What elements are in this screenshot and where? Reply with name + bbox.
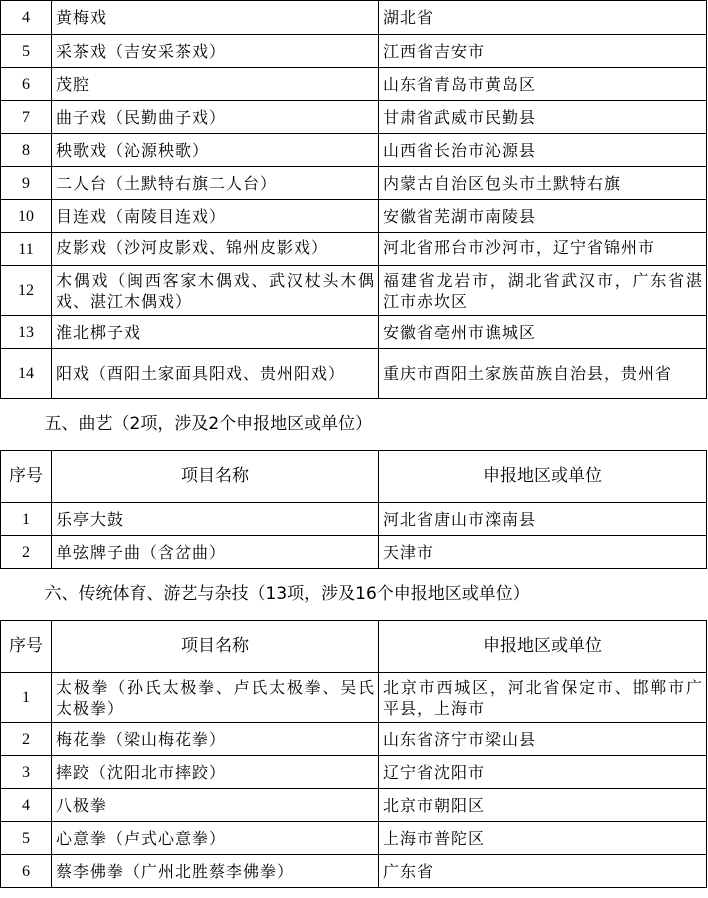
region: 北京市朝阳区 xyxy=(379,789,707,822)
table-header-row xyxy=(1,621,707,673)
row-number: 14 xyxy=(1,349,52,399)
project-name: 阳戏（酉阳土家面具阳戏、贵州阳戏） xyxy=(52,349,379,399)
project-name: 单弦牌子曲（含岔曲） xyxy=(52,536,379,569)
row-number: 1 xyxy=(1,673,52,723)
row-number: 8 xyxy=(1,134,52,167)
project-name: 皮影戏（沙河皮影戏、锦州皮影戏） xyxy=(56,238,329,257)
region: 上海市普陀区 xyxy=(379,822,707,855)
project-name: 梅花拳（梁山梅花拳） xyxy=(52,723,379,756)
table-row xyxy=(1,789,707,822)
table-row xyxy=(1,35,707,68)
project-name: 曲子戏（民勤曲子戏） xyxy=(52,101,379,134)
region: 山东省青岛市黄岛区 xyxy=(379,68,707,101)
table-row xyxy=(1,266,707,316)
table-row xyxy=(1,723,707,756)
header-number: 序号 xyxy=(1,621,52,673)
table-row xyxy=(1,233,707,266)
header-region: 申报地区或单位 xyxy=(379,621,707,673)
row-number: 5 xyxy=(1,822,52,855)
section-title: 六、传统体育、游艺与杂技（13项，涉及16个申报地区或单位） xyxy=(1,569,707,621)
header-project-name: 项目名称 xyxy=(52,621,379,673)
region: 天津市 xyxy=(379,536,707,569)
region: 河北省邢台市沙河市，辽宁省锦州市 xyxy=(383,238,656,257)
table-header-row xyxy=(1,451,707,503)
row-number: 10 xyxy=(1,200,52,233)
project-name: 木偶戏（闽西客家木偶戏、武汉杖头木偶戏、湛江木偶戏） xyxy=(52,266,379,316)
project-name: 心意拳（卢式心意拳） xyxy=(52,822,379,855)
row-number: 13 xyxy=(1,316,52,349)
table-row xyxy=(1,68,707,101)
row-number: 11 xyxy=(1,233,52,266)
region: 山西省长治市沁源县 xyxy=(379,134,707,167)
project-name-cell xyxy=(52,233,379,266)
table-row xyxy=(1,167,707,200)
section-heading-row xyxy=(1,399,707,451)
row-number: 9 xyxy=(1,167,52,200)
region: 福建省龙岩市，湖北省武汉市，广东省湛江市赤坎区 xyxy=(379,266,707,316)
region: 广东省 xyxy=(379,855,707,888)
table-row xyxy=(1,536,707,569)
table-row xyxy=(1,200,707,233)
region: 北京市西城区，河北省保定市、邯郸市广平县，上海市 xyxy=(379,673,707,723)
region: 安徽省芜湖市南陵县 xyxy=(379,200,707,233)
table-row xyxy=(1,673,707,723)
table-row xyxy=(1,855,707,888)
project-name: 秧歌戏（沁源秧歌） xyxy=(52,134,379,167)
project-name: 二人台（土默特右旗二人台） xyxy=(52,167,379,200)
project-name: 茂腔 xyxy=(52,68,379,101)
table-row xyxy=(1,349,707,399)
table-row xyxy=(1,503,707,536)
region: 辽宁省沈阳市 xyxy=(379,756,707,789)
region: 河北省唐山市滦南县 xyxy=(379,503,707,536)
row-number: 1 xyxy=(1,503,52,536)
region: 湖北省 xyxy=(379,1,707,35)
project-name: 淮北梆子戏 xyxy=(52,316,379,349)
project-name: 采茶戏（吉安采茶戏） xyxy=(52,35,379,68)
header-region: 申报地区或单位 xyxy=(379,451,707,503)
region-cell xyxy=(379,233,707,266)
region: 江西省吉安市 xyxy=(379,35,707,68)
region: 安徽省亳州市谯城区 xyxy=(379,316,707,349)
row-number: 5 xyxy=(1,35,52,68)
row-number: 2 xyxy=(1,723,52,756)
region: 内蒙古自治区包头市土默特右旗 xyxy=(379,167,707,200)
project-name: 蔡李佛拳（广州北胜蔡李佛拳） xyxy=(52,855,379,888)
header-number: 序号 xyxy=(1,451,52,503)
row-number: 3 xyxy=(1,756,52,789)
table-row xyxy=(1,822,707,855)
row-number: 4 xyxy=(1,789,52,822)
region: 山东省济宁市梁山县 xyxy=(379,723,707,756)
table-row xyxy=(1,1,707,35)
row-number: 6 xyxy=(1,855,52,888)
row-number: 2 xyxy=(1,536,52,569)
project-name: 目连戏（南陵目连戏） xyxy=(52,200,379,233)
project-name: 太极拳（孙氏太极拳、卢氏太极拳、吴氏太极拳） xyxy=(52,673,379,723)
table-row xyxy=(1,101,707,134)
table-row xyxy=(1,134,707,167)
region: 甘肃省武威市民勤县 xyxy=(379,101,707,134)
row-number: 7 xyxy=(1,101,52,134)
project-name: 摔跤（沈阳北市摔跤） xyxy=(52,756,379,789)
row-number: 6 xyxy=(1,68,52,101)
header-project-name: 项目名称 xyxy=(52,451,379,503)
region: 重庆市酉阳土家族苗族自治县，贵州省 xyxy=(379,349,707,399)
project-name: 乐亭大鼓 xyxy=(52,503,379,536)
row-number: 4 xyxy=(1,1,52,35)
row-number: 12 xyxy=(1,266,52,316)
project-name: 黄梅戏 xyxy=(52,1,379,35)
project-name: 八极拳 xyxy=(52,789,379,822)
section-title: 五、曲艺（2项，涉及2个申报地区或单位） xyxy=(1,399,707,451)
section-heading-row xyxy=(1,569,707,621)
table-row xyxy=(1,316,707,349)
table-row xyxy=(1,756,707,789)
